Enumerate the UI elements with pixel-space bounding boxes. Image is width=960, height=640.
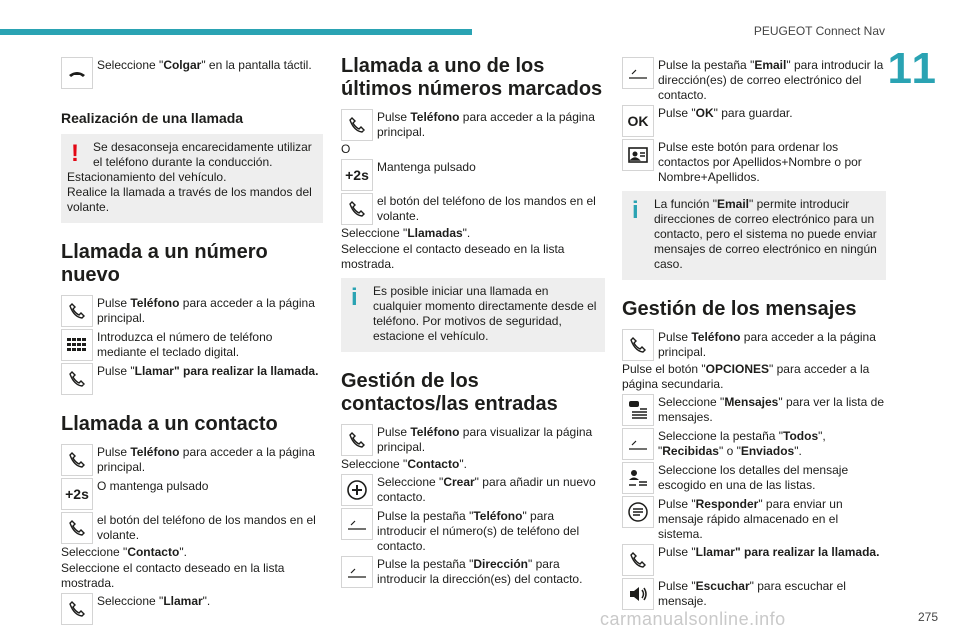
warning-note: ! Se desaconseja encarecidamente utilizar el teléfono durante la conducción. Estacionamiento del vehículo. Realice la llamada a través de los mandos del volante.: [61, 134, 323, 223]
edit-field-icon: [622, 57, 654, 89]
column-1: Seleccione "Colgar" en la pantalla táctil. Realización de una llamada ! Se desaconseja encarecidamente utilizar el teléfono durante la conducción. Estacionamiento del vehículo. Realice la llamada a través de los mandos del volante. Llamada a un número nuevo Pulse Teléfono para acceder a la página principal. Introduzca el número de teléfono mediante el teclado digital. Pulse "Llamar" para realizar la llamada. Llamada a un contacto Pulse Teléfono para acceder a la página principal. +2s O mantenga pulsado el botón del teléfono de los mandos en el volante. Seleccione "Contacto". Seleccione el contacto deseado en la lista mostrada. Seleccione "Llamar".: [61, 55, 323, 625]
heading-contacto: Llamada a un contacto: [61, 413, 278, 435]
ok-icon: OK: [622, 105, 654, 137]
phone-icon: [61, 295, 93, 327]
phone-icon: [61, 512, 93, 544]
heading-ultimos: Llamada a uno de los últimos números marcados: [341, 55, 603, 100]
info-note: i Es posible iniciar una llamada en cualquier momento directamente desde el teléfono. Por motivos de seguridad, estacione el vehículo.: [341, 278, 605, 352]
contact-sort-icon: [622, 139, 654, 171]
phone-icon: [341, 109, 373, 141]
long-press-icon: +2s: [341, 159, 373, 191]
step-llamar: Pulse "Llamar" para realizar la llamada.: [61, 363, 323, 395]
sms-list-icon: [622, 394, 654, 426]
watermark: carmanualsonline.info: [600, 609, 786, 629]
step-teclado: Introduzca el número de teléfono mediante el teclado digital.: [61, 329, 323, 361]
header-accent-bar: [0, 29, 472, 35]
page-number: 275: [917, 610, 938, 624]
edit-field-icon: [622, 428, 654, 460]
step-colgar: Seleccione "Colgar" en la pantalla táctil.: [61, 57, 323, 89]
heading-realizacion: Realización de una llamada: [61, 110, 244, 126]
long-press-icon: +2s: [61, 478, 93, 510]
chapter-number: 11: [887, 44, 938, 93]
warning-icon: !: [71, 140, 79, 167]
header-title: PEUGEOT Connect Nav: [753, 24, 885, 38]
add-circle-icon: [341, 474, 373, 506]
heading-numero-nuevo: Llamada a un número nuevo: [61, 241, 268, 286]
edit-field-icon: [341, 556, 373, 588]
keypad-icon: [61, 329, 93, 361]
step-telefono: Pulse Teléfono para acceder a la página principal.: [61, 295, 323, 327]
column-2: Llamada a uno de los últimos números marcados Pulse Teléfono para acceder a la página principal. O +2s Mantenga pulsado el botón del teléfono de los mandos en el volante. Seleccione "Llamadas". Seleccione el contacto deseado en la lista mostrada. i Es posible iniciar una llamada en cualquier momento directamente desde el teléfono. Por motivos de seguridad, estacione el vehículo. Gestión de los contactos/las entradas Pulse Teléfono para visualizar la página principal. Seleccione "Contacto". Seleccione "Crear" para añadir un nuevo contacto. Pulse la pestaña "Teléfono" para introducir el número(s) de teléfono del contacto. Pulse la pestaña "Dirección" para introducir la dirección(es) del contacto.: [341, 55, 605, 588]
phone-icon: [61, 593, 93, 625]
info-icon: i: [632, 197, 639, 224]
info-note: i La función "Email" permite introducir direcciones de correo electrónico para un contacto, pero el sistema no puede enviar mensajes de correo electrónico en ningún caso.: [622, 191, 886, 280]
step-llamar: Seleccione "Llamar".: [61, 593, 323, 625]
speaker-icon: [622, 578, 654, 610]
step-telefono: Pulse Teléfono para acceder a la página principal.: [61, 444, 323, 476]
phone-icon: [341, 424, 373, 456]
phone-icon: [622, 544, 654, 576]
heading-gestion-mensajes: Gestión de los mensajes: [622, 298, 857, 320]
step-mantenga: +2s O mantenga pulsado: [61, 478, 323, 510]
phone-icon: [61, 444, 93, 476]
heading-gestion-contactos: Gestión de los contactos/las entradas: [341, 370, 558, 415]
reply-message-icon: [622, 496, 654, 528]
hang-up-icon: [61, 57, 93, 89]
contact-details-icon: [622, 462, 654, 494]
step-volante: el botón del teléfono de los mandos en el volante.: [61, 512, 323, 544]
phone-icon: [61, 363, 93, 395]
phone-icon: [622, 329, 654, 361]
info-icon: i: [351, 284, 358, 311]
edit-field-icon: [341, 508, 373, 540]
phone-icon: [341, 193, 373, 225]
column-3: Pulse la pestaña "Email" para introducir la dirección(es) de correo electrónico del contacto. OK Pulse "OK" para guardar. Pulse este botón para ordenar los contactos por Apellidos+Nombre o por Nombre+Apellidos. i La función "Email" permite introducir direcciones de correo electrónico para un contacto, pero el sistema no puede enviar mensajes de correo electrónico en ningún caso. Gestión de los mensajes Pulse Teléfono para acceder a la página principal. Pulse el botón "OPCIONES" para acceder a la página secundaria. Seleccione "Mensajes" para ver la lista de mensajes. Seleccione la pestaña "Todos", "Recibidas" o "Enviados". Seleccione los detalles del mensaje escogido en una de las listas. Pulse "Responder" para enviar un mensaje rápido almacenado en el sistema. Pulse "Llamar" para realizar la llamada. Pulse "Escuchar" para escuchar el mensaje.: [622, 58, 884, 608]
